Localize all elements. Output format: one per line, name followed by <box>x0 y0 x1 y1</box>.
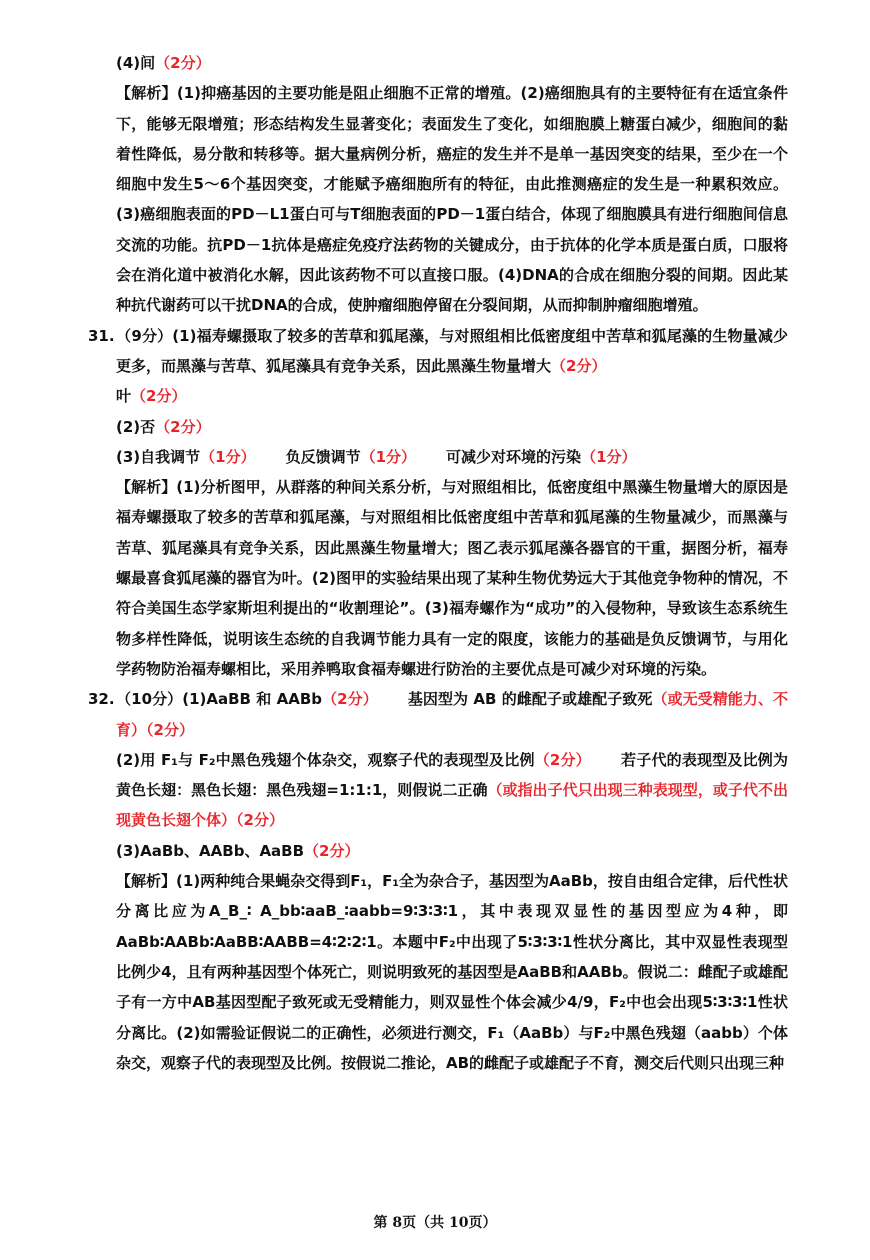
answer-content <box>88 48 788 1078</box>
answer-text: 负反馈调节 <box>285 447 361 466</box>
score-label: （2分） <box>155 54 211 72</box>
answer-text: (2)否 <box>116 417 156 436</box>
question-number: 32. <box>88 690 115 709</box>
score-label: （2分） <box>236 811 284 830</box>
score-label: （2分） <box>155 417 211 436</box>
answer-text: 基因型为 AB 的雌配子或雄配子致死 <box>407 690 653 709</box>
answer-note: （或指出子代只出现三种表现型，或子代不出现黄色长翅个体） <box>116 781 788 830</box>
answer-text: 叶 <box>116 387 132 406</box>
score-label: （1分） <box>581 447 637 466</box>
answer-text: （10分）(1)AaBB 和 AABb <box>116 690 322 709</box>
answer-text: 可减少对环境的污染 <box>446 447 582 466</box>
answer-q32-1 <box>88 684 788 745</box>
analysis-q32: 【解析】(1)两种纯合果蝇杂交得到F₁，F₁全为杂合子，基因型为AaBb，按自由组合定律，后代性状分离比应为A_B_∶ A_bb∶aaB_∶aabb=9∶3∶3∶1，其中表现双显性的基因型应为4种，即AaBb∶AABb∶AaBB∶AABB=4∶2∶2∶1。本题中F₂中出现了5∶3∶3∶1性状分离比，其中双显性表现型比例少4，且有两种基因型个体死亡，则说明致死的基因型是AaBB和AABb。假说二：雌配子或雄配子有一方中AB基因型配子致死或无受精能力，则双显性个体会减少4/9，F₂中也会出现5∶3∶3∶1性状分离比。(2)如需验证假说二的正确性，必须进行测交，F₁（AaBb）与F₂中黑色残翅（aabb）个体杂交，观察子代的表现型及比例。按假说二推论，AB的雌配子或雄配子不育，测交后代则只出现三种 <box>116 872 788 1072</box>
answer-q31-3 <box>88 442 788 472</box>
answer-q32-2 <box>88 745 788 836</box>
analysis-q30: 【解析】(1)抑癌基因的主要功能是阻止细胞不正常的增殖。(2)癌细胞具有的主要特征有在适宜条件下，能够无限增殖；形态结构发生显著变化；表面发生了变化，如细胞膜上糖蛋白减少，细胞间的黏着性降低，易分散和转移等。据大量病例分析，癌症的发生并不是单一基因突变的结果，至少在一个细胞中发生5～6个基因突变，才能赋予癌细胞所有的特征，由此推测癌症的发生是一种累积效应。(3)癌细胞表面的PD－L1蛋白可与T细胞表面的PD－1蛋白结合，体现了细胞膜具有进行细胞间信息交流的功能。抗PD－1抗体是癌症免疫疗法药物的关键成分，由于抗体的化学本质是蛋白质，口服将会在消化道中被消化水解，因此该药物不可以直接口服。(4)DNA的合成在细胞分裂的间期。因此某种抗代谢药可以干扰DNA的合成，使肿瘤细胞停留在分裂间期，从而抑制肿瘤细胞增殖。 <box>116 84 788 315</box>
score-label: （2分） <box>131 387 187 406</box>
answer-text: (3)自我调节 <box>116 447 201 466</box>
answer-text: (2)用 F₁与 F₂中黑色残翅个体杂交，观察子代的表现型及比例 <box>116 750 535 769</box>
score-label: （2分） <box>534 750 591 769</box>
answer-q32-3 <box>88 836 788 866</box>
answer-text: （9分）(1)福寿螺摄取了较多的苦草和狐尾藻，与对照组相比低密度组中苦草和狐尾藻的生物量减少更多，而黑藻与苦草、狐尾藻具有竞争关系，因此黑藻生物量增大 <box>116 326 788 375</box>
page-footer: 第 8页（共 10页） <box>373 1215 497 1231</box>
score-label: （2分） <box>146 720 194 739</box>
score-label: （2分） <box>322 690 378 709</box>
answer-text: (4)间 <box>116 54 156 72</box>
answer-q31-2 <box>88 412 788 442</box>
answer-q31-1 <box>88 321 788 412</box>
question-number: 31. <box>88 326 115 345</box>
analysis-q31: 【解析】(1)分析图甲，从群落的种间关系分析，与对照组相比，低密度组中黑藻生物量增大的原因是福寿螺摄取了较多的苦草和狐尾藻，与对照组相比低密度组中苦草和狐尾藻的生物量减少，而黑藻与苦草、狐尾藻具有竞争关系，因此黑藻生物量增大；图乙表示狐尾藻各器官的干重，据图分析，福寿螺最喜食狐尾藻的器官为叶。(2)图甲的实验结果出现了某种生物优势远大于其他竞争物种的情况，不符合美国生态学家斯坦利提出的“收割理论”。(3)福寿螺作为“成功”的入侵物种，导致该生态系统生物多样性降低，说明该生态统的自我调节能力具有一定的限度，该能力的基础是负反馈调节，与用化学药物防治福寿螺相比，采用养鸭取食福寿螺进行防治的主要优点是可减少对环境的污染。 <box>116 478 788 678</box>
score-label: （2分） <box>304 841 360 860</box>
answer-text: (3)AaBb、AABb、AaBB <box>116 841 305 860</box>
score-label: （1分） <box>200 447 256 466</box>
answer-q30-4 <box>88 48 788 78</box>
score-label: （1分） <box>360 447 417 466</box>
score-label: （2分） <box>551 356 607 375</box>
answer-text: 若子代的表现型及比例为黄色长翅：黑色长翅：黑色残翅=1:1:1，则假说二正确 <box>116 750 788 800</box>
answer-note: （或无受精能力、不育） <box>116 690 788 739</box>
